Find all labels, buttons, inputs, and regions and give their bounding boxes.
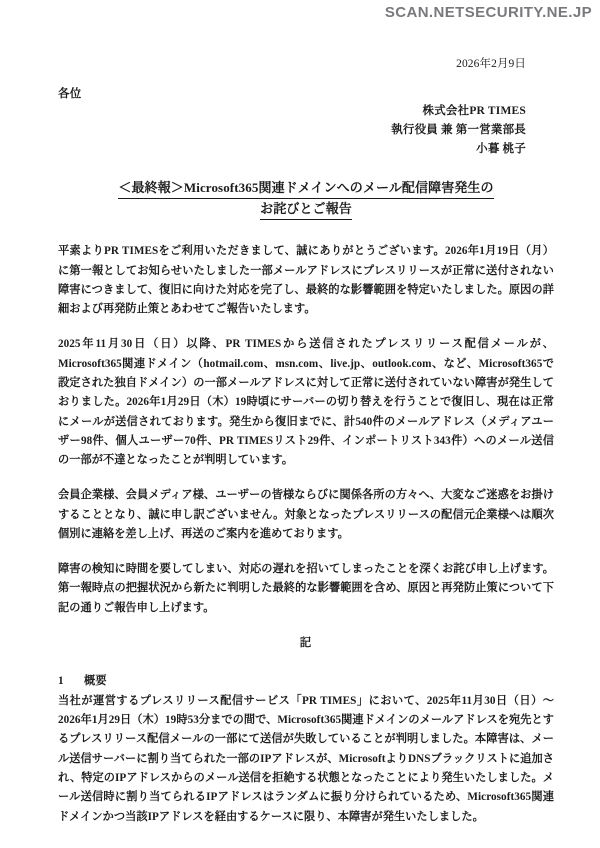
ki-marker: 記 bbox=[299, 636, 313, 649]
page-title-line-2: お詫びとご報告 bbox=[260, 199, 352, 220]
body-paragraph: 会員企業様、会員メディア様、ユーザーの皆様ならびに関係各所の方々へ、大変なご迷惑をお掛けすることとなり、誠に申し訳ございません。対象となったプレスリリースの配信元企業様へは順次個別に連絡を差し上げ、再送のご案内を進めております。 bbox=[58, 489, 554, 540]
section-overview bbox=[58, 672, 554, 827]
section-title: 概要 bbox=[84, 674, 107, 687]
body-paragraph: 平素よりPR TIMESをご利用いただきまして、誠にありがとうございます。2026年1月19日（月）に第一報としてお知らせいたしました一部メールアドレスにプレスリリースが正常に送付されない障害につきまして、復旧に向けた対応を完了し、最終的な影響範囲を特定いたしました。原因の詳細および再発防止策とあわせてご報告いたします。 bbox=[58, 245, 554, 316]
document-date: 2026年2月9日 bbox=[456, 58, 526, 70]
document-body bbox=[58, 242, 554, 826]
sender-block bbox=[58, 102, 554, 158]
section-number: 1 bbox=[58, 674, 64, 687]
page-title-line-1: ＜最終報＞Microsoft365関連ドメインへのメール配信障害発生の bbox=[118, 178, 493, 199]
sender-company: 株式会社PR TIMES bbox=[422, 105, 526, 118]
body-paragraph: 2025年11月30日（日）以降、PR TIMESから送信されたプレスリリース配信メールが、Microsoft365関連ドメイン（hotmail.com、msn.com、live.jp、outlook.com、など、Microsoft365で設定された独自ドメイン）の一部メールアドレスに対して正常に送付されていない障害が発生しておりました。2026年1月29日（木）19時頃にサーバーの切り替えを行うことで復旧し、現在は正常にメールが送信されております。発生から復旧までに、計540件のメールアドレス（メディアユーザー98件、個人ユーザー70件、PR TIMESリスト29件、インポートリスト343件）へのメール送信の一部が不達となったことが判明しています。 bbox=[58, 338, 554, 467]
page-title bbox=[58, 178, 554, 220]
document-page bbox=[0, 30, 600, 848]
sender-title: 執行役員 兼 第一営業部長 bbox=[391, 123, 526, 136]
site-watermark: SCAN.NETSECURITY.NE.JP bbox=[384, 4, 592, 21]
addressee-label: 各位 bbox=[58, 88, 82, 101]
sender-name: 小暮 桃子 bbox=[476, 142, 526, 155]
body-paragraph: 障害の検知に時間を要してしまい、対応の遅れを招いてしまったことを深くお詫び申し上げます。第一報時点の把握状況から新たに判明した最終的な影響範囲を含め、原因と再発防止策について下記の通りご報告申し上げます。 bbox=[58, 563, 554, 614]
section-body-text: 当社が運営するプレスリリース配信サービス「PR TIMES」において、2025年11月30日（日）～2026年1月29日（木）19時53分までの間で、Microsoft365関連ドメインのメールアドレスを宛先とするプレスリリース配信メールの一部にて送信が失敗していることが判明しました。本障害は、メール送信サーバーに割り当てられた一部のIPアドレスが、MicrosoftよりDNSブラックリストに追加され、特定のIPアドレスからのメール送信を拒絶する状態となったことにより発生いたしました。メール送信時に割り当てられるIPアドレスはランダムに振り分けられているため、Microsoft365関連ドメインかつ当該IPアドレスを経由するケースに限り、本障害が発生いたしました。 bbox=[58, 694, 554, 823]
section-heading bbox=[58, 672, 554, 691]
